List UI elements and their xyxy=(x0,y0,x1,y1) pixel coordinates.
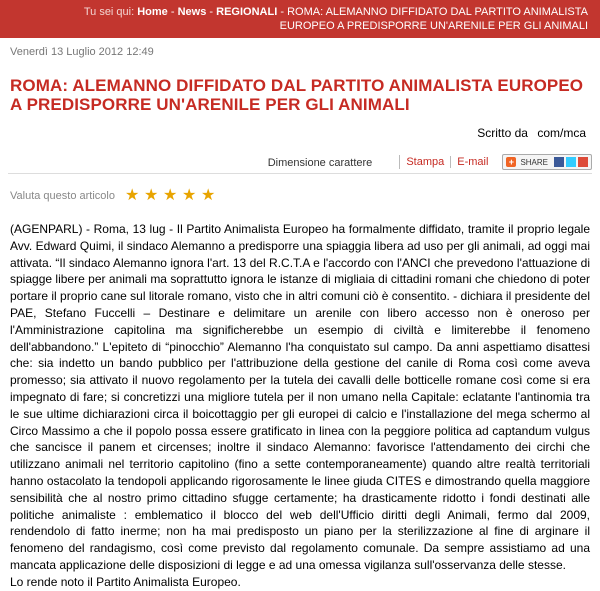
author-label: Scritto da xyxy=(477,126,528,140)
star-icon-3[interactable]: ★ xyxy=(162,187,178,204)
article-title xyxy=(10,76,590,114)
star-icon-4[interactable]: ★ xyxy=(181,187,197,204)
article-title-line-2: A PREDISPORRE UN'ARENILE PER GLI ANIMALI xyxy=(10,95,410,114)
article-date: Venerdì 13 Luglio 2012 12:49 xyxy=(10,46,154,58)
breadcrumb-current: ROMA: ALEMANNO DIFFIDATO DAL PARTITO ANIMALISTA EUROPEO A PREDISPORRE UN'ARENILE PER GLI ANIMALI xyxy=(279,6,588,32)
font-size-label: Dimensione carattere xyxy=(267,157,373,169)
breadcrumb xyxy=(0,0,600,38)
email-link[interactable]: E-mail xyxy=(457,156,489,168)
font-size-buttons xyxy=(381,155,393,169)
font-size-control xyxy=(262,155,401,169)
breadcrumb-home-link[interactable]: Home xyxy=(137,6,168,18)
share-button[interactable] xyxy=(502,154,592,170)
twitter-icon xyxy=(566,157,576,167)
breadcrumb-separator: - xyxy=(280,6,284,18)
email-item xyxy=(451,156,494,168)
print-link[interactable]: Stampa xyxy=(406,156,445,168)
breadcrumb-news-link[interactable]: News xyxy=(177,6,207,18)
article-title-line-1: ROMA: ALEMANNO DIFFIDATO DAL PARTITO ANIMALISTA EUROPEO xyxy=(10,76,584,95)
breadcrumb-regionali-link[interactable]: REGIONALI xyxy=(216,6,278,18)
rating-label: Valuta questo articolo xyxy=(10,189,115,202)
article-footer: Lo rende noto il Partito Animalista Europeo. xyxy=(10,574,241,589)
author-name: com/mca xyxy=(537,126,586,140)
breadcrumb-separator: - xyxy=(209,6,214,18)
breadcrumb-separator: - xyxy=(170,6,175,18)
article-rating xyxy=(10,188,590,203)
article-body: (AGENPARL) - Roma, 13 lug - Il Partito Animalista Europeo ha formalmente diffidato, tramite il proprio legale Avv. Edward Quimi, il sindaco Alemanno a predisporre una spiaggia libera ad uso per gli animali, ad oggi mai attivata. “Il sindaco Alemanno ignora l'art. 13 del R.C.T.A e l'accordo con l'ANCI che prevedono l'attuazione di spiagge libere per animali ma soprattutto ignora le istanze di migliaia di cittadini romani che chiedono di poter portare il proprio cane sul litorale romano, visto che in altri comuni ciò è consentito. - dichiara il presidente del PAE, Stefano Fuccelli – Destinare e delimitare un arenile con libero accesso non è oneroso per l'Amministrazione capitolina ma significherebbe un esempio di civiltà e limiterebbe il fenomeno dell'abbandono.” L'epiteto di “pinocchio” Alemanno l'ha conquistato sul campo. Da anni aspettiamo disattesi che: sia indetto un bando pubblico per l'attribuzione della gestione del canile di Roma così come aveva promesso; sia attivato il nuovo regolamento per la tutela dei cavalli delle botticelle romane così come si era impegnato di fare; si concretizzi una migliore tutela per il non umano nella Capitale: eclatante l'antinomia tra le sue ultime dichiarazioni circa il boicottaggio per gli europei di calcio e l'installazione del mega schermo al Circo Massimo a che il popolo possa essere gratificato in linea con la peggiore politica ad captandum vulgus che sancisce il panem et circenses; inoltre il sindaco Alemanno: favorisce l'attendamento dei circhi che utilizzano animali nel territorio capitolino (fino a sette contemporaneamente) quando altre realtà territoriali hanno ostacolato la tendopoli applicando rigorosamente le linee giuda CITES e dimostrando quella maggiore sensibilità che al nostro primo cittadino sfugge certamente; ha drasticamente ridotto i fondi destinati alle politiche animaliste : emblematico il blocco del web dell'Ufficio diritti degli Animali, fermo dal 2009, rendendolo di fatto inerme; non ha mai predisposto un piano per la sterilizzazione al fine di arginare il fenomeno del randagismo, così come previsto dal regolamento comunale. Da sempre assistiamo ad una mancata applicazione delle disposizioni di legge e ad una omessa vigilanza sull'osservanza delle stesse. xyxy=(10,222,590,572)
star-icon-5[interactable]: ★ xyxy=(200,187,216,204)
facebook-icon xyxy=(554,157,564,167)
share-plus-icon: + xyxy=(506,157,516,167)
article-toolbar xyxy=(8,154,592,174)
article-author xyxy=(0,114,600,140)
star-icon-2[interactable]: ★ xyxy=(143,187,159,204)
more-share-icon xyxy=(578,157,588,167)
rating-stars xyxy=(125,188,220,203)
star-icon-1[interactable]: ★ xyxy=(124,187,140,204)
share-label: SHARE xyxy=(520,157,548,167)
print-item xyxy=(400,156,451,168)
breadcrumb-label: Tu sei qui: xyxy=(83,6,135,18)
